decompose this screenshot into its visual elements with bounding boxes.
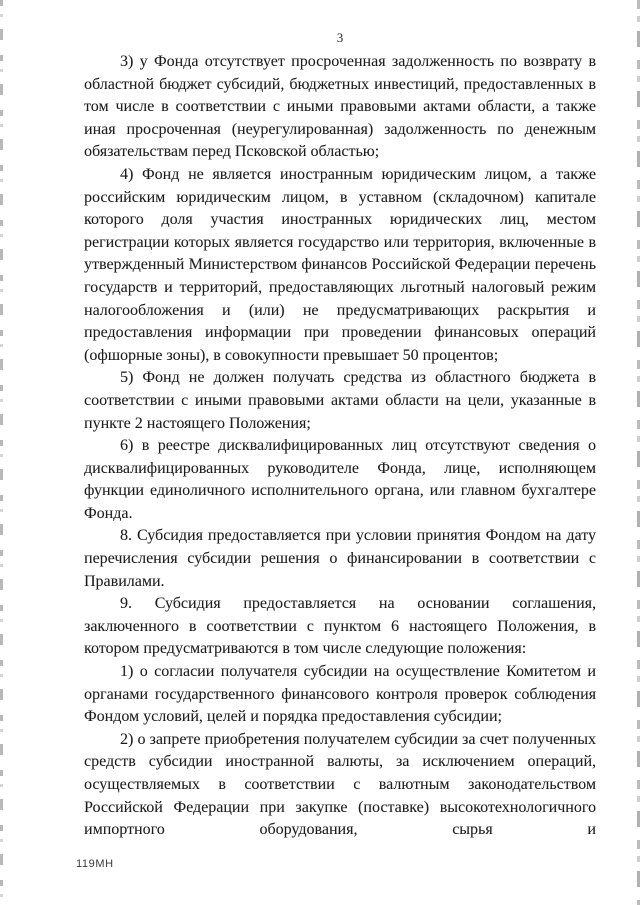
paragraph-item-6: 6) в реестре дисквалифицированных лиц отсутствуют сведения о дисквалифицированных руководителе Фонда, лице, исполняющем функции единоличного исполнительного органа, или главном бухгалтере Фонда.: [84, 437, 596, 522]
scan-noise-left-edge: [0, 0, 3, 905]
footer-registration-code: 119МН: [76, 858, 114, 870]
subparagraph-9-1: 1) о согласии получателя субсидии на осуществление Комитетом и органами государственного финансового контроля проверок соблюдения Фондом условий, целей и порядка предоставления субсидии;: [84, 663, 596, 726]
paragraph-point-8: 8. Субсидия предоставляется при условии принятия Фондом на дату перечисления субсидии решения о финансировании в соответствии с Правилами.: [84, 527, 596, 590]
paragraph-item-3: 3) у Фонда отсутствует просроченная задолженность по возврату в областной бюджет субсидий, бюджетных инвестиций, предоставленных в том числе в соответствии с иными правовыми актами области, а также иная просроченная (неурегулированная) задолженность по денежным обязательствам перед Псковской областью;: [84, 53, 596, 161]
paragraph-point-9: 9. Субсидия предоставляется на основании соглашения, заключенного в соответствии с пунктом 6 настоящего Положения, в котором предусматриваются в том числе следующие положения:: [84, 595, 596, 658]
page-number: 3: [336, 30, 344, 45]
paragraph-item-5: 5) Фонд не должен получать средства из областного бюджета в соответствии с иными правовыми актами области на цели, указанные в пункте 2 настоящего Положения;: [84, 369, 596, 432]
paragraph-item-4: 4) Фонд не является иностранным юридическим лицом, а также российским юридическим лицом, в уставном (складочном) капитале которого доля участия иностранных юридических лиц, местом регистрации которых является государство или территория, включенные в утвержденный Министерством финансов Российской Федерации перечень государств и территорий, предоставляющих льготный налоговый режим налогообложения и (или) не предусматривающих раскрытия и предоставления информации при проведении финансовых операций (офшорные зоны), в совокупности превышает 50 процентов;: [84, 165, 596, 364]
document-body: [84, 51, 596, 842]
subparagraph-9-2: 2) о запрете приобретения получателем субсидии за счет полученных средств субсидии иностранной валюты, за исключением операций, осуществляемых в соответствии с валютным законодательством Российской Федерации при закупке (поставке) высокотехнологичного импортного оборудования, сырья и: [84, 730, 596, 839]
